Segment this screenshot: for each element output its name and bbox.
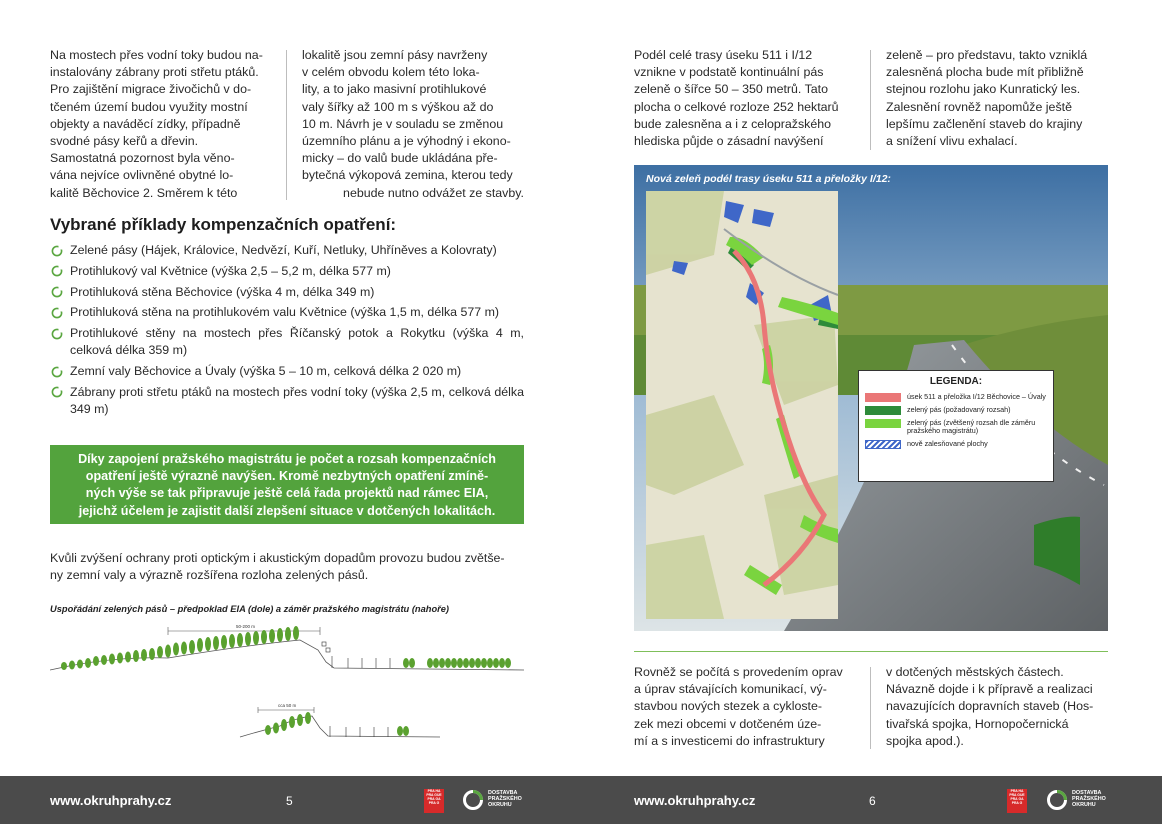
list-item: Zemní valy Běchovice a Úvaly (výška 5 – 10 m, celková délka 2 020 m)	[50, 363, 524, 380]
right-bottom-column-1: Rovněž se počítá s provedením oprav a úprav stávajících komunikací, vý- stavbou nových stezek a cykloste- zek mezi obcemi v dotčeném úze- mí a s investicemi do infrastruktury	[634, 665, 843, 748]
column-divider	[286, 50, 287, 200]
ring-bullet-icon	[51, 286, 63, 298]
dostavba-logo-text: DOSTAVBA PRAŽSKÉHO OKRUHU	[1072, 790, 1106, 809]
dostavba-logo-text: DOSTAVBA PRAŽSKÉHO OKRUHU	[488, 790, 522, 809]
legend-swatch	[865, 419, 901, 428]
legend-item-new-forest: nově zalesňované plochy	[865, 440, 1047, 449]
right-intro-column-2: zeleně – pro představu, takto vzniklá zalesněná plocha bude mít přibližně stejnou rozlohu jako Kunratický les. Zalesnění rovněž napomůže ještě lepšímu začlenění staveb do krajiny a snížení vlivu exhalací.	[886, 48, 1088, 149]
left-intro-column-2: lokalitě jsou zemní pásy navrženy v celém obvodu kolem této loka- lity, a to jako masivní protihlukové valy šířky až 100 m s výškou až do 10 m. Návrh je v souladu se změnou územního plánu a je výhodný i ekono- micky – do valů bude ukládána pře- bytečná výkopová zemina, kterou tedy nebude nutno odvážet ze stavby.	[302, 48, 524, 200]
praha-logo: PRA HA PRA GUE PRA GA PRA G	[424, 789, 444, 813]
list-item: Protihlukové stěny na mostech přes Říčanský potok a Rokytku (výška 4 m, celková délka 359 m)	[50, 325, 524, 359]
website-link[interactable]: www.okruhprahy.cz	[634, 793, 756, 808]
section-divider	[634, 651, 1108, 652]
upper-width-label: 50-200 m	[236, 624, 256, 629]
list-item: Protihluková stěna na protihlukovém valu Květnice (výška 1,5 m, délka 577 m)	[50, 304, 524, 321]
website-link[interactable]: www.okruhprahy.cz	[50, 793, 172, 808]
list-item: Zábrany proti střetu ptáků na mostech přes vodní toky (výška 2,5 m, celková délka 349 m)	[50, 384, 524, 418]
column-divider	[870, 50, 871, 150]
legend-item-green-extended: zelený pás (zvětšený rozsah dle záměru pražského magistrátu)	[865, 419, 1047, 436]
page-number: 6	[869, 794, 876, 808]
highlight-box: Díky zapojení pražského magistrátu je počet a rozsah kompenzačních opatření ještě výrazně navýšen. Kromě nezbytných opatření zmíně- ných výše se tak připravuje ještě celá řada projektů nad rámec EIA, jejichž účelem je zajistit další zlepšení situace v dotčených lokalitách.	[50, 445, 524, 524]
legend-item-road: úsek 511 a přeložka I/12 Běchovice – Úvaly	[865, 393, 1047, 402]
praha-logo: PRA HA PRA GUE PRA GA PRA G	[1007, 789, 1027, 813]
section-heading: Vybrané příklady kompenzačních opatření:	[50, 215, 397, 234]
footer-bar	[0, 776, 1162, 824]
list-item: Protihlukový val Květnice (výška 2,5 – 5,2 m, délka 577 m)	[50, 263, 524, 280]
ring-bullet-icon	[51, 386, 63, 398]
figure-caption: Uspořádání zelených pásů – předpoklad EIA (dole) a záměr pražského magistrátu (nahoře)	[50, 604, 450, 614]
expansion-paragraph: Kvůli zvýšení ochrany proti optickým i akustickým dopadům provozu budou zvětše- ny zemní valy a výrazně rozšířena rozloha zelených pásů.	[50, 551, 505, 583]
right-bottom-column-2: v dotčených městských částech. Návazně dojde i k přípravě a realizaci navazujících dopravních staveb (Hos- tivařská spojka, Hornopočernická spojka apod.).	[886, 665, 1094, 748]
green-belt-cross-section-figure	[50, 618, 524, 748]
ring-bullet-icon	[51, 265, 63, 277]
column-divider	[870, 667, 871, 749]
map-legend	[858, 370, 1054, 482]
lower-width-label: cca 50 m	[278, 703, 297, 708]
legend-swatch	[865, 393, 901, 402]
measures-list	[50, 242, 524, 422]
ring-bullet-icon	[51, 366, 63, 378]
legend-swatch	[865, 406, 901, 415]
list-item: Protihluková stěna Běchovice (výška 4 m, délka 349 m)	[50, 284, 524, 301]
ring-bullet-icon	[51, 245, 63, 257]
legend-swatch	[865, 440, 901, 449]
right-intro-column-1: Podél celé trasy úseku 511 i I/12 vznikne v podstatě kontinuální pás zeleně o šířce 50 – 350 metrů. Tato plocha o celkové rozloze 252 hektarů bude zalesněna a i z celopražského hlediska půjde o zásadní navýšení	[634, 48, 839, 149]
ring-bullet-icon	[51, 328, 63, 340]
map-title: Nová zeleň podél trasy úseku 511 a přeložky I/12:	[646, 173, 891, 185]
dostavba-logo-icon	[1046, 789, 1068, 811]
page-number: 5	[286, 794, 293, 808]
legend-title: LEGENDA:	[929, 376, 983, 387]
legend-item-green-required: zelený pás (požadovaný rozsah)	[865, 406, 1047, 415]
left-intro-column-1: Na mostech přes vodní toky budou na- instalovány zábrany proti střetu ptáků. Pro zajištění migrace živočichů v do- tčeném území budou využity mostní objekty a naváděcí zídky, případně svodné pásy keřů a dřevin. Samostatná pozornost byla věno- vána nejvíce ovlivněné obytné lo- kalitě Běchovice 2. Směrem k této	[50, 48, 263, 200]
list-item: Zelené pásy (Hájek, Královice, Nedvězí, Kuří, Netluky, Uhříněves a Kolovraty)	[50, 242, 524, 259]
ring-bullet-icon	[51, 307, 63, 319]
dostavba-logo-icon	[462, 789, 484, 811]
